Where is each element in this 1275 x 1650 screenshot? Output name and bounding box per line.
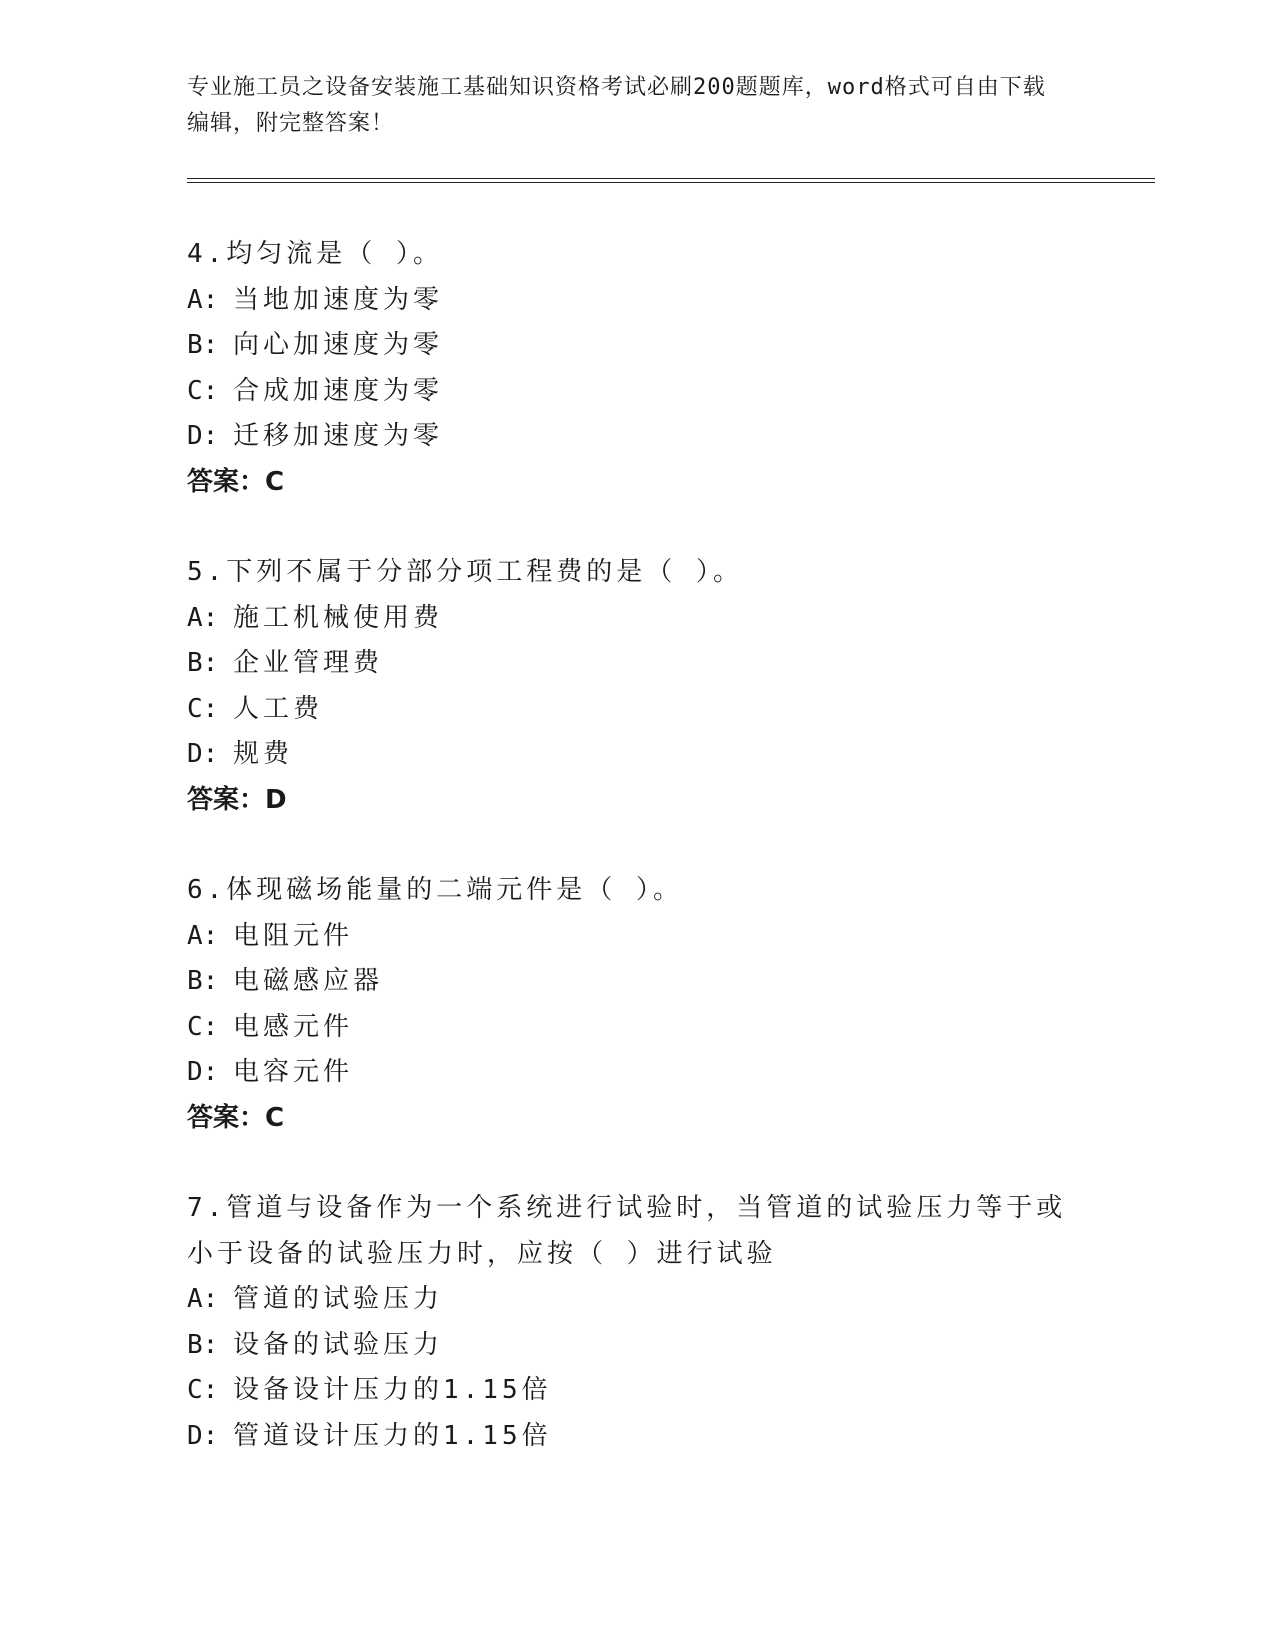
option-label: A: <box>187 920 219 951</box>
question-list <box>187 232 1067 1504</box>
option-label: D: <box>187 1057 219 1087</box>
question-7 <box>187 1186 1067 1459</box>
option-label: A: <box>187 602 219 633</box>
option-label: C: <box>187 693 219 724</box>
option-text: 电磁感应器 <box>233 966 384 996</box>
option-b <box>187 959 1067 1005</box>
answer-text: 答案：C <box>187 1102 285 1133</box>
option-label: D: <box>187 739 219 769</box>
option-text: 管道的试验压力 <box>233 1284 444 1314</box>
option-text: 向心加速度为零 <box>233 330 444 360</box>
option-d <box>187 1050 1067 1096</box>
option-a <box>187 914 1067 960</box>
option-text: 企业管理费 <box>233 648 384 678</box>
option-text: 规费 <box>233 739 294 769</box>
option-label: D: <box>187 1420 219 1451</box>
header-divider <box>187 178 1155 183</box>
question-stem: 6.体现磁场能量的二端元件是（ ）。 <box>187 875 683 905</box>
option-text: 电感元件 <box>233 1011 354 1042</box>
question-5 <box>187 550 1067 823</box>
option-label: B: <box>187 966 219 996</box>
document-page <box>187 70 1147 1451</box>
option-a <box>187 1277 1067 1323</box>
option-c <box>187 1368 1067 1414</box>
option-label: A: <box>187 1284 219 1314</box>
question-stem: 5.下列不属于分部分项工程费的是（ ）。 <box>187 557 743 587</box>
option-label: C: <box>187 1011 219 1042</box>
option-text: 施工机械使用费 <box>233 602 444 633</box>
option-text: 人工费 <box>233 693 324 724</box>
option-label: B: <box>187 1329 219 1360</box>
option-label: B: <box>187 330 219 360</box>
option-a <box>187 596 1067 642</box>
option-text: 电阻元件 <box>233 920 354 951</box>
option-text: 当地加速度为零 <box>233 284 444 315</box>
option-c <box>187 687 1067 733</box>
answer-text: 答案：D <box>187 784 287 815</box>
question-4 <box>187 232 1067 505</box>
option-b <box>187 641 1067 687</box>
question-6 <box>187 868 1067 1141</box>
document-title: 专业施工员之设备安装施工基础知识资格考试必刷200题题库，word格式可自由下载编辑，附完整答案！ <box>187 75 1046 136</box>
option-d <box>187 1414 1067 1460</box>
option-text: 设备的试验压力 <box>233 1329 444 1360</box>
answer-text: 答案：C <box>187 466 285 497</box>
option-label: C: <box>187 1375 219 1405</box>
option-label: C: <box>187 375 219 406</box>
question-stem: 7.管道与设备作为一个系统进行试验时，当管道的试验压力等于或小于设备的试验压力时，应按（ ）进行试验 <box>187 1193 1067 1269</box>
option-label: B: <box>187 648 219 678</box>
option-text: 电容元件 <box>233 1057 354 1087</box>
option-text: 合成加速度为零 <box>233 375 444 406</box>
option-label: D: <box>187 421 219 451</box>
option-d <box>187 732 1067 778</box>
option-b <box>187 323 1067 369</box>
option-b <box>187 1323 1067 1369</box>
option-a <box>187 278 1067 324</box>
option-d <box>187 414 1067 460</box>
option-text: 管道设计压力的1.15倍 <box>233 1420 552 1451</box>
option-c <box>187 1005 1067 1051</box>
option-c <box>187 369 1067 415</box>
option-text: 设备设计压力的1.15倍 <box>233 1375 552 1405</box>
option-text: 迁移加速度为零 <box>233 421 444 451</box>
option-label: A: <box>187 284 219 315</box>
question-stem: 4.均匀流是（ ）。 <box>187 239 443 269</box>
